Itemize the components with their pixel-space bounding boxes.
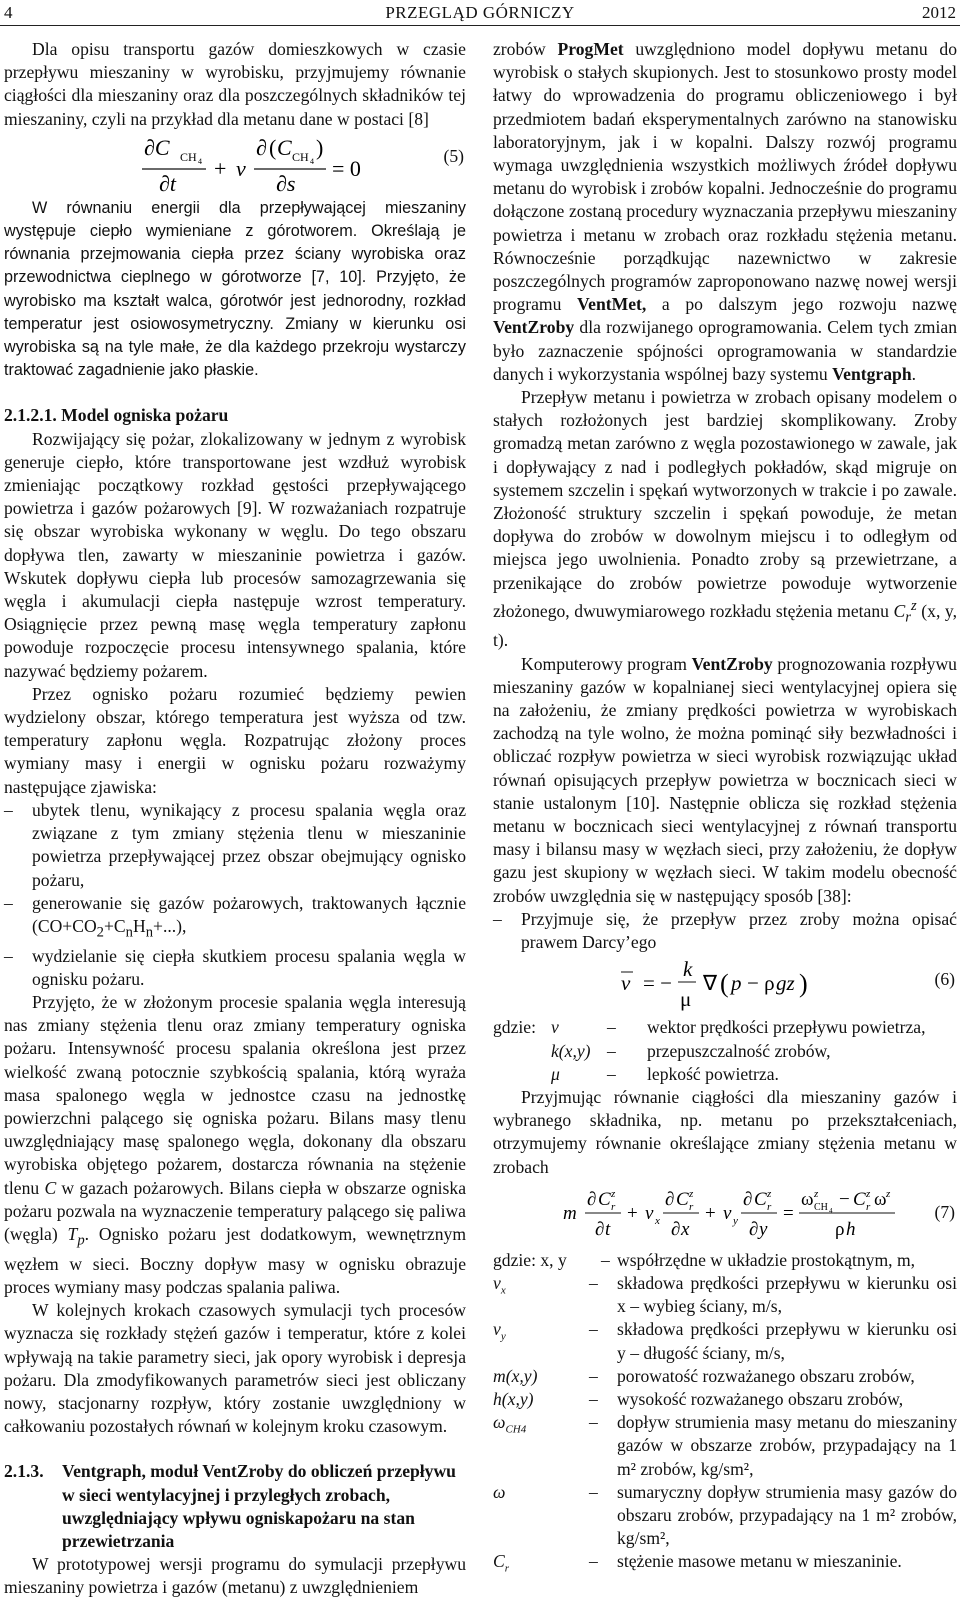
definition-dash: – bbox=[589, 1481, 598, 1502]
svg-text:∂: ∂ bbox=[595, 1218, 605, 1240]
text-span: (x, y, t). bbox=[493, 600, 957, 651]
definition-text: przepuszczalność zrobów, bbox=[647, 1040, 831, 1061]
definition-symbol: h(x,y) bbox=[493, 1388, 534, 1409]
equation-6 bbox=[493, 954, 957, 1016]
text-span: generowanie się gazów pożarowych, traktowanych łącznie (CO+CO bbox=[32, 892, 466, 936]
section-heading bbox=[4, 1460, 466, 1553]
svg-text:−: − bbox=[839, 1188, 850, 1210]
text-span: Komputerowy program bbox=[521, 653, 692, 674]
definition-text: współrzędne w układzie prostokątnym, m, bbox=[617, 1249, 916, 1270]
paragraph bbox=[493, 653, 957, 908]
svg-text:∂: ∂ bbox=[256, 134, 267, 160]
definition-text: wysokość rozważanego obszaru zrobów, bbox=[617, 1388, 904, 1409]
list-item: – Przyjmuje się, że przepływ przez zroby można opisać prawem Darcy’ego bbox=[493, 908, 957, 954]
paragraph: Dla opisu transportu gazów domieszkowych w czasie przepływu mieszaniny w wyrobisku, przyjmujemy równanie ciągłości dla mieszaniny oraz dla poszczególnych składników tej mieszaniny, czyli na przykład dla metanu dane w postaci [8] bbox=[4, 39, 466, 129]
equation-number: (7) bbox=[934, 1201, 955, 1222]
journal-title: PRZEGLĄD GÓRNICZY bbox=[385, 3, 575, 22]
definition-text: sumaryczny dopływ strumienia masy gazów do obszaru zrobów, przypadający na 1 m² zrobów, kg/sm², bbox=[617, 1481, 957, 1549]
definition-dash: – bbox=[589, 1551, 598, 1572]
svg-text:z: z bbox=[767, 1187, 772, 1200]
svg-text:x: x bbox=[681, 1218, 690, 1240]
svg-text:r: r bbox=[611, 1200, 616, 1213]
section-heading: 2.1.2.1. Model ogniska pożaru bbox=[4, 405, 229, 426]
paragraph: Przyjęto, że w złożonym procesie spalania węgla interesują nas zmiany stężenia tlenu oraz zmiany temperatury ogniska pożaru. Intensywność procesu spalania określona jest przez wielkość zwaną potocznie szybkością spalania, którą wyraża masa spalonego węgla w jednostce czasu na jednostkę powierzchni palącego się ogniska pożaru. Bilans masy tlenu uwzględniający masę spalonego węgla, dokonany dla obszaru wyrobiska objętego pożarem, dostarcza równania na stężenie tlenu C w gazach pożarowych. Bilans ciepła w obszarze ogniska pożaru pozwala na wyznaczenie temperatury palącego się paliwa (węgla) $T_p$. Ognisko pożaru jest dodatkowym, wewnętrznym węzłem w sieci. Boczny dopływ masy w ognisku obrazuje proces wymiany masy podczas spalania paliwa. bbox=[4, 992, 467, 1297]
definition-text: składowa prędkości przepływu w kierunku osi x – wybieg ściany, m/s, bbox=[617, 1272, 957, 1317]
text-span: w gazach pożarowych. Bilans ciepła w obszarze ogniska pożaru pozwala na wyznaczenie temperatury palącego się paliwa (węgla) bbox=[4, 1177, 466, 1245]
paragraph: Przez ognisko pożaru rozumieć będziemy pewien wydzielony obszar, którego temperatura jest wyższa od tzw. temperatury zapłonu węgla. Rozpatrując złożony proces wymiany masy i energii w ognisku pożaru rozważymy następujące zjawiska: bbox=[4, 683, 466, 797]
text-span: uwzględniono model dopływu metanu do wyrobisk o stałych skupionych. Jest to stosunkowo prosty model łatwy do wprowadzenia do programu obliczeniowego i był przedmiotem badań eksperymentalnych zarówno na stanowisku laboratoryjnym, jak i w kopalni. Dalszy rozwój programu wymaga uwzględnienia wszystkich możliwych źródeł dopływu metanu do wyrobisk i zrobów kopalni. Jednocześnie do programu dołączone zostaną procedury wyznaczania przepływu mieszaniny powietrza i metanu w zrobach oraz rozkładu stężenia metanu. Równocześnie porządkując nazewnictwo w zakresie poszczególnych programów zaproponowano nazwę nowej wersji programu bbox=[493, 39, 957, 315]
svg-text:z: z bbox=[814, 1187, 819, 1200]
definitions-6 bbox=[493, 1016, 957, 1086]
svg-text:CH: CH bbox=[180, 149, 197, 164]
paragraph: Przepływ metanu i powietrza w zrobach opisany modelem o stałych rozłożonych jest bardziej skomplikowany. Zroby gromadzą metan zarówno z węgla pozostawionego w zawale, jak i dopływający z nad i podległych pokładów, skąd migruje on systemem szczelin i spękań wytworzonych w trakcie i po zawale. Złożoność struktury szczelin i spękań powoduje, że metan dopływa do zrobów w dowolnym miejscu i to odległym od miejsca jego uwolnienia. Ponadto zroby są przewietrzane, a przenikające do zrobów powietrze powoduje wytworzenie złożonego, dwuwymiarowego rozkładu stężenia metanu $C_r^z$ (x, y, t). bbox=[493, 387, 957, 651]
svg-text:v: v bbox=[621, 971, 631, 996]
text-span: prognozowania rozpływu mieszaniny gazów w kopalnianej sieci wentylacyjnej opiera się na założeniu, że zmiany prędkości powietrza w wyrobiskach zachodzą na tyle wolno, że można pominąć siły bezwładności i obliczać rozpływ powietrza w sieci wyrobisk rozwiązując układ równań opisujących przepływ powietrza w bocznicach sieci w stanie ustalonym [10]. Następnie oblicza się rozkład stężenia metanu w bocznicach sieci wentylacyjnej z równań transportu masy i bilansu masy w węzłach sieci, przy założeniu, że dopływ gazu jest skupiony w węzłach sieci. W takim modelu obecność zrobów uwzględnia się w następujący sposób [38]: bbox=[493, 653, 957, 906]
svg-text:CH: CH bbox=[814, 1201, 828, 1213]
equation-number: (6) bbox=[934, 969, 955, 990]
svg-text:C: C bbox=[676, 1188, 689, 1210]
definition-symbol: $v_y$ bbox=[493, 1319, 506, 1343]
definition-symbol: ω bbox=[493, 1481, 506, 1502]
equation-number: (5) bbox=[443, 145, 464, 166]
paragraph: W kolejnych krokach czasowych symulacji tych procesów wyznacza się rozkłady stężeń gazów i temperatur, które z kolei wpływają na takie parametry sieci, jak opory wyrobisk i depresja pożaru. Dla zmodyfikowanych parametrów sieci jest obliczany nowy, stacjonarny rozpływ, który zostanie uwzględniony w całkowaniu pozostałych równań w kolejnym kroku czasowym. bbox=[4, 1300, 466, 1437]
svg-text:∂: ∂ bbox=[587, 1188, 597, 1210]
svg-text:z: z bbox=[611, 1187, 616, 1200]
svg-text:4: 4 bbox=[310, 156, 314, 166]
definition-symbol: m(x,y) bbox=[493, 1365, 538, 1386]
svg-text:y: y bbox=[759, 1218, 768, 1240]
svg-text:=: = bbox=[783, 1202, 794, 1224]
svg-text:C: C bbox=[277, 134, 292, 160]
list-item: – wydzielanie się ciepła skutkiem procesu spalania węgla w ognisku pożaru. bbox=[4, 945, 466, 991]
svg-text:gz: gz bbox=[776, 971, 795, 996]
equation-5 bbox=[4, 131, 466, 197]
program-name: VentMet, bbox=[577, 294, 647, 315]
section-number: 2.1.3. bbox=[4, 1461, 44, 1482]
svg-text:v: v bbox=[645, 1202, 654, 1224]
definition-text: dopływ strumienia masy metanu do mieszaniny gazów w obszarze zrobów, przypadający na 1 m² zrobów, kg/sm², bbox=[617, 1412, 957, 1479]
program-name: ProgMet bbox=[557, 39, 624, 59]
definition-dash: – bbox=[589, 1365, 598, 1386]
definition-symbol: $C_r$ bbox=[493, 1551, 510, 1575]
list bbox=[4, 799, 466, 991]
svg-text:m: m bbox=[563, 1202, 577, 1224]
svg-text:t: t bbox=[605, 1218, 611, 1240]
paragraph: Przyjmując równanie ciągłości dla mieszaniny gazów i wybranego składnika, np. metanu po przekształceniach, otrzymujemy równanie określające zmiany stężenia metanu w zrobach bbox=[493, 1086, 957, 1177]
svg-text:r: r bbox=[866, 1200, 871, 1213]
svg-text:∂: ∂ bbox=[671, 1218, 681, 1240]
definition-text: wektor prędkości przepływu powietrza, bbox=[647, 1017, 926, 1038]
program-name: VentZroby bbox=[493, 317, 575, 338]
definition-symbol: v bbox=[551, 1017, 559, 1038]
svg-text:v: v bbox=[723, 1202, 732, 1224]
svg-text:C: C bbox=[754, 1188, 767, 1210]
text-span: zrobów bbox=[493, 39, 558, 59]
svg-text:∂C: ∂C bbox=[144, 134, 170, 160]
program-name: VentZroby bbox=[691, 653, 773, 674]
svg-text:h: h bbox=[846, 1218, 856, 1240]
gdzie-label: gdzie: x, y bbox=[493, 1249, 567, 1270]
svg-text:v: v bbox=[236, 155, 246, 181]
list-item: – ubytek tlenu, wynikający z procesu spalania węgla oraz związane z tym zmiany stężenia tlenu w mieszaninie powietrza przepływającej przez obszar obejmujący ognisko pożaru, bbox=[4, 799, 466, 892]
svg-text:CH: CH bbox=[292, 149, 309, 164]
definition-dash: – bbox=[589, 1319, 598, 1340]
equation-6-formula bbox=[493, 954, 893, 1016]
svg-text:C: C bbox=[853, 1188, 866, 1210]
paragraph bbox=[4, 197, 466, 383]
definition-dash: – bbox=[589, 1388, 598, 1409]
paragraph: Rozwijający się pożar, zlokalizowany w jednym z wyrobisk generuje ciepło, które transportowane jest wzdłuż wyrobisk zmieniając początkowy rozkład gęstości przepływającego powietrza i gazów pożarowych [9]. W rozważaniach rozpatruje się obszar wyrobiska wykonany w węglu. Do tego obszaru dopływa tlen, zawarty w mieszaninie powietrza i gazów. Wskutek dopływu ciepła lub procesów samozagrzewania się węgla i akumulacji ciepła następuje wzrost temperatury. Osiągnięcie przez pewną masę węgla temperatury zapłonu powoduje rozpoczęcie procesu intensywnego spalania, które nazywać będziemy pożarem. bbox=[4, 428, 466, 681]
svg-text:μ: μ bbox=[680, 987, 692, 1012]
svg-text:k: k bbox=[683, 957, 693, 982]
svg-text:+: + bbox=[627, 1202, 638, 1224]
definition-symbol: $\omega_{CH4}$ bbox=[493, 1412, 527, 1436]
text-span: H bbox=[133, 915, 146, 936]
list bbox=[493, 908, 957, 954]
svg-text:− ρ: − ρ bbox=[747, 971, 775, 996]
paragraph bbox=[493, 38, 957, 386]
svg-text:r: r bbox=[767, 1200, 772, 1213]
definition-symbol: $v_x$ bbox=[493, 1272, 506, 1297]
svg-text:∂t: ∂t bbox=[159, 170, 176, 196]
definition-dash: – bbox=[607, 1063, 616, 1084]
text-span: . Ognisko pożaru jest dodatkowym, wewnętrznym węzłem w sieci. Boczny dopływ masy w ognisku obrazuje proces wymiany masy podczas spalania paliwa. bbox=[4, 1224, 467, 1297]
svg-text:= 0: = 0 bbox=[332, 155, 361, 181]
definition-dash: – bbox=[607, 1040, 616, 1061]
definition-dash: – bbox=[607, 1017, 616, 1038]
definition-symbol bbox=[493, 1249, 589, 1272]
section-title: Ventgraph, moduł VentZroby do obliczeń przepływu w sieci wentylacyjnej i przyległych zrobach, uwzględniający wpływu ogniskapożaru na stan przewietrzania bbox=[62, 1461, 456, 1552]
equation-7-formula bbox=[493, 1179, 903, 1249]
text-span: Przyjęto, że wyrobisko ma kształt walca, górotwór jest jednorodny, rozkład temperatur jest osiowosymetryczny. Zmiany w kierunku osi wyrobiska są na tyle małe, że dla każdego przekroju wystarczy traktować zagadnienie jako płaskie. bbox=[4, 268, 466, 380]
page-number: 4 bbox=[4, 3, 13, 22]
svg-text:C: C bbox=[598, 1188, 611, 1210]
equation-7 bbox=[493, 1179, 957, 1249]
svg-text:): ) bbox=[799, 969, 808, 999]
definition-text: stężenie masowe metanu w mieszaninie. bbox=[617, 1551, 902, 1572]
svg-text:x: x bbox=[655, 1214, 660, 1227]
svg-text:z: z bbox=[886, 1187, 891, 1200]
definition-dash: – bbox=[589, 1412, 598, 1433]
definition-text: składowa prędkości przepływu w kierunku osi y – długość ściany, m/s, bbox=[617, 1319, 957, 1363]
svg-text:= −: = − bbox=[643, 971, 672, 996]
text-span: W równaniu energii dla przepływającej mieszaniny występuje ciepło wymieniane z górotworem. Określają je równania przejmowania ciepła przez ściany wyrobiska oraz przewodnictwa cieplnego w górotworze [7, 10]. bbox=[4, 198, 466, 287]
text-span: Przyjęto, że w złożonym procesie spalania węgla interesują nas zmiany stężenia tlenu oraz zmiany temperatury ogniska pożaru. Intensywność procesu spalania określona jest przez wielkość zwaną potocznie szybkością spalania, którą wyraża masa spalonego węgla w jednostce czasu na jednostkę powierzchni palącego się ogniska pożaru. Bilans masy tlenu uwzględniający masę spalonego węgla, dokonany dla obszaru wyrobiska objętego pożarem, dostarcza równania na stężenie tlenu bbox=[4, 992, 466, 1198]
program-name: Ventgraph bbox=[832, 363, 912, 384]
equation-5-formula bbox=[4, 131, 404, 197]
svg-text:4: 4 bbox=[198, 156, 202, 166]
svg-text:): ) bbox=[316, 134, 324, 160]
text-span: Przepływ metanu i powietrza w zrobach opisany modelem o stałych rozłożonych jest bardziej skomplikowany. Zroby gromadzą metan zarówno z węgla pozostawionego w zawale, jak i dopływający z nad i podległych pokładów, skąd migruje on systemem szczelin i spękań wytworzonych w trakcie i po zawale. Złożoność struktury szczelin i spękań powoduje, że metan dopływa do zrobów w dowolnym miejscu i to odległym od miejsca jego uwolnienia. Ponadto zroby są przewietrzane, a przenikające do zrobów powietrze powoduje wytworzenie złożonego, dwuwymiarowego rozkładu stężenia metanu bbox=[493, 387, 957, 621]
right-column bbox=[493, 38, 957, 1581]
svg-text:z: z bbox=[689, 1187, 694, 1200]
definition-symbol: k(x,y) bbox=[551, 1040, 591, 1061]
svg-text:(: ( bbox=[720, 969, 729, 999]
text-span: . bbox=[911, 363, 917, 384]
year: 2012 bbox=[922, 3, 956, 22]
gdzie-label: gdzie: bbox=[493, 1017, 536, 1038]
svg-text:+: + bbox=[705, 1202, 716, 1224]
svg-text:(: ( bbox=[269, 134, 277, 160]
text-span: +C bbox=[104, 915, 126, 936]
svg-text:∇: ∇ bbox=[703, 971, 718, 996]
svg-text:p: p bbox=[731, 971, 742, 996]
svg-text:∂: ∂ bbox=[749, 1218, 759, 1240]
text-span: a po dalszym jego rozwoju nazwę bbox=[646, 294, 957, 315]
definition-symbol: μ bbox=[551, 1063, 560, 1084]
definitions-7-list bbox=[493, 1249, 957, 1581]
definition-text: porowatość rozważanego obszaru zrobów, bbox=[617, 1365, 915, 1386]
page-header bbox=[0, 0, 960, 26]
paragraph: W prototypowej wersji programu do symulacji przepływu mieszaniny powietrza i gazów (metanu) z uwzględnieniem bbox=[4, 1554, 466, 1598]
svg-text:ω: ω bbox=[874, 1188, 887, 1210]
svg-text:∂: ∂ bbox=[665, 1188, 675, 1210]
svg-text:y: y bbox=[733, 1214, 738, 1227]
list-item: – generowanie się gazów pożarowych, traktowanych łącznie $(CO+CO_2+C_nH_n+...)$, bbox=[4, 892, 466, 945]
svg-text:z: z bbox=[866, 1187, 871, 1200]
definition-dash: – bbox=[589, 1272, 598, 1293]
definition-text: lepkość powietrza. bbox=[647, 1063, 779, 1084]
definition-dash: – bbox=[601, 1249, 610, 1270]
svg-text:ω: ω bbox=[801, 1188, 814, 1210]
text-span: +...), bbox=[153, 915, 187, 936]
svg-text:+: + bbox=[214, 155, 227, 181]
svg-text:∂: ∂ bbox=[743, 1188, 753, 1210]
svg-text:∂s: ∂s bbox=[276, 170, 296, 196]
text-span: dla rozwijanego oprogramowania. Celem tych zmian było zaznaczenie spójności oprogramowania w standardzie danych i wykorzystania wspólnej bazy systemu bbox=[493, 317, 957, 384]
left-column bbox=[4, 38, 466, 1600]
svg-text:ρ: ρ bbox=[835, 1218, 845, 1240]
svg-text:4: 4 bbox=[829, 1206, 833, 1215]
svg-text:r: r bbox=[689, 1200, 694, 1213]
